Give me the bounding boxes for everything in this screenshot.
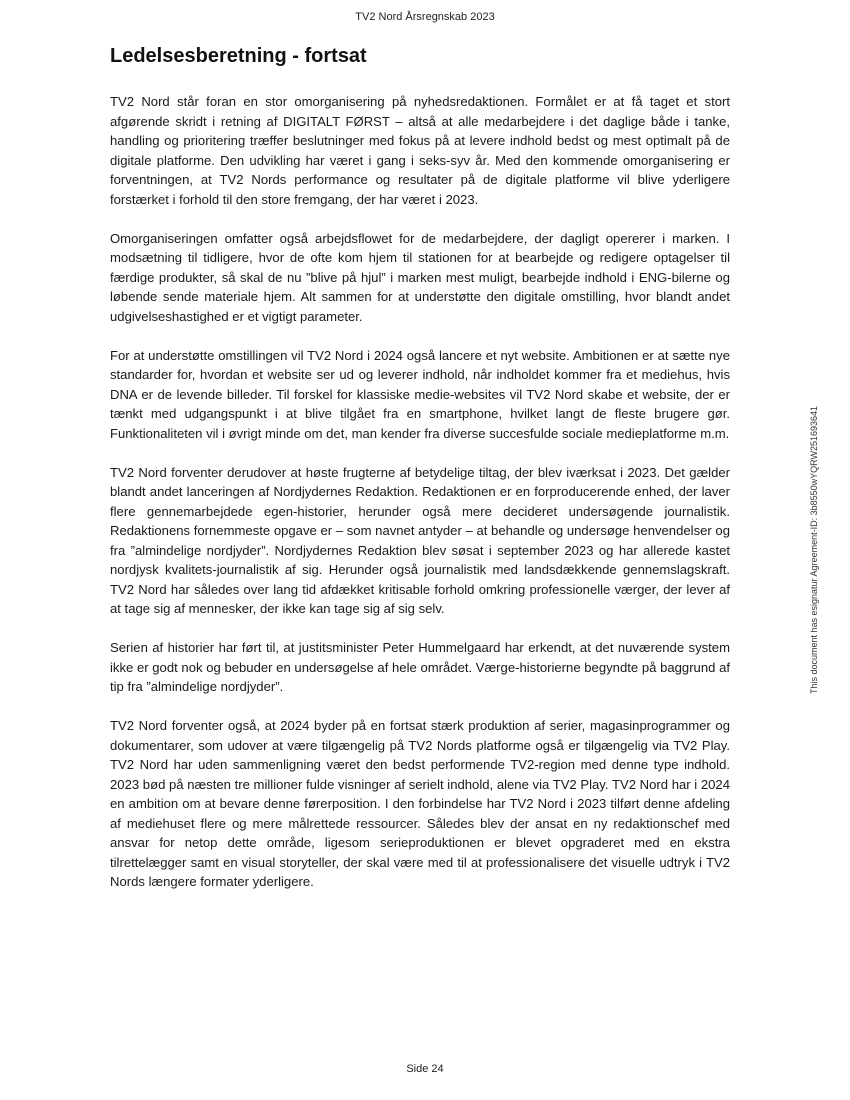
paragraph-3: For at understøtte omstillingen vil TV2 Nord i 2024 også lancere et nyt website. Ambitionen er at sætte nye standarder for, hvordan et website ser ud og leverer indhold, når indholdet kommer fra et mediehus, hvis DNA er de levende billeder. Til forskel for klassiske medie-websites vil TV2 Nord skabe et website, der er tænkt med udgangspunkt i at blive tilgået fra en smartphone, hvilket langt de fleste brugere gør. Funktionaliteten vil i øvrigt minde om det, man kender fra diverse succesfulde sociale medieplatforme m.m. <box>110 347 730 441</box>
esignatur-agreement-note: This document has esignatur Agreement-ID: 3b8550wYQRW251693641 <box>809 405 819 695</box>
paragraph-1: TV2 Nord står foran en stor omorganisering på nyhedsredaktionen. Formålet er at få taget et stort afgørende skridt i retning af DIGITALT FØRST – altså at alle medarbejdere i det daglige både i tanke, handling og prioritering træffer beslutninger med fokus på at levere indhold bedst og mest optimalt på de digitale platforme. Den udvikling har været i gang i seks-syv år. Med den kommende omorganisering er forventningen, at TV2 Nords performance og resultater på de digitale platforme vil blive yderligere forstærket i forhold til den store fremgang, der har været i 2023. <box>110 94 730 207</box>
paragraph-4: TV2 Nord forventer derudover at høste frugterne af betydelige tiltag, der blev iværksat i 2023. Det gælder blandt andet lanceringen af Nordjydernes Redaktion. Redaktionen er en forproducerende enhed, der laver flere gennemarbejdede egen-historier, herunder også mere decideret undersøgende journalistik. Redaktionens fornemmeste opgave er – som navnet antyder – at behandle og undersøge henvendelser og fra ”almindelige nordjyder”. Nordjydernes Redaktion blev søsat i september 2023 og har allerede kastet nordjysk kvalitets-journalistik af sig. Herunder også journalistik med landsdækkende gennemslagskraft. TV2 Nord har således over lang tid afdækket kritisable forhold omkring professionelle værger, der lever af at tage sig af mennesker, der ikke kan tage sig af sig selv. <box>110 464 730 616</box>
page-number: Side 24 <box>406 1063 444 1075</box>
paragraph-5: Serien af historier har ført til, at justitsminister Peter Hummelgaard har erkendt, at det nuværende system ikke er godt nok og bebuder en undersøgelse af hele området. Værge-historierne begyndte på baggrund af tip fra ”almindelige nordjyder”. <box>110 640 730 694</box>
paragraph-2: Omorganiseringen omfatter også arbejdsflowet for de medarbejdere, der dagligt opererer i marken. I modsætning til tidligere, hvor de ofte kom hjem til stationen for at bearbejde og redigere optagelser til færdige produkter, så skal de nu ”blive på hjul” i marken mest muligt, bearbejde indhold i ENG-bilerne og løbende sende materiale hjem. Alt sammen for at understøtte den digitale omstilling, hvor blandt andet udgivelseshastighed er et vigtigt parameter. <box>110 230 730 324</box>
document-body <box>110 44 730 911</box>
section-title: Ledelsesberetning - fortsat <box>110 45 367 67</box>
paragraph-6: TV2 Nord forventer også, at 2024 byder på en fortsat stærk produktion af serier, magasinprogrammer og dokumentarer, som udover at være tilgængelig på TV2 Nords platforme også er tilgængelig via TV2 Play. TV2 Nord har uden sammenligning været den bedst performende TV2-region med denne type indhold. 2023 bød på næsten tre millioner fulde visninger af serielt indhold, alene via TV2 Play. TV2 Nord har i 2024 en ambition om at bevare denne førerposition. I den forbindelse har TV2 Nord i 2023 tilført denne afdeling af mediehuset flere og mere målrettede ressourcer. Således blev der ansat en ny redaktionschef med ansvar for netop dette område, ligesom serieproduktionen er blevet opgraderet med en ekstra tilrettelægger samt en visual storyteller, der skal være med til at professionalisere det visuelle udtryk i TV2 Nords længere formater yderligere. <box>110 718 730 889</box>
page-header: TV2 Nord Årsregnskab 2023 <box>355 11 495 23</box>
